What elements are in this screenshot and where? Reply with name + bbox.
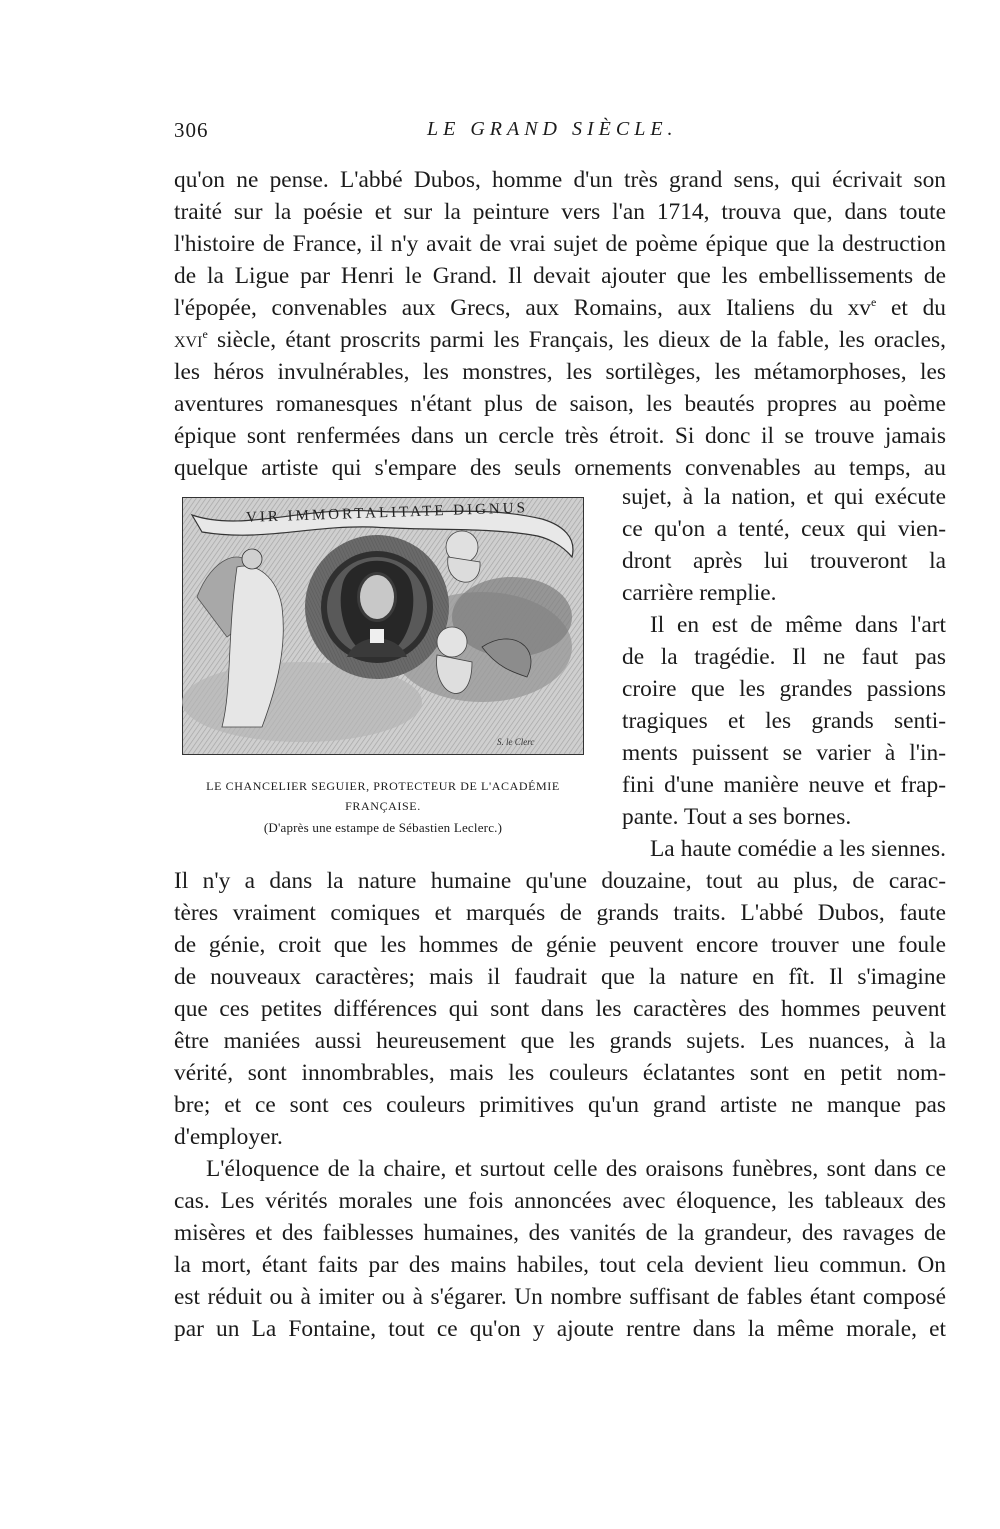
body-line-narrow: carrière remplie. bbox=[622, 580, 777, 606]
body-line: de nouveaux caractères; mais il faudrait que la nature en fît. Il s'imagine bbox=[174, 964, 946, 990]
body-line: la mort, étant faits par des mains habiles, tout cela devient lieu commun. On bbox=[174, 1252, 946, 1278]
body-line: L'éloquence de la chaire, et surtout celle des oraisons funèbres, sont dans ce bbox=[206, 1156, 946, 1182]
body-line-narrow: ments puissent se varier à l'in- bbox=[622, 740, 946, 766]
body-line: les héros invulnérables, les monstres, les sortilèges, les métamorphoses, les bbox=[174, 359, 946, 385]
body-line-text: siècle, étant proscrits parmi les Français, les dieux de la fable, les oracles, bbox=[217, 327, 946, 353]
engraving-figure bbox=[182, 497, 584, 755]
body-line-narrow: tragiques et les grands senti- bbox=[622, 708, 946, 734]
body-line: quelque artiste qui s'empare des seuls ornements convenables au temps, au bbox=[174, 455, 946, 481]
figure-caption-title: LE CHANCELIER SEGUIER, PROTECTEUR DE L'ACADÉMIE bbox=[206, 779, 560, 793]
svg-text:S. le Clerc: S. le Clerc bbox=[497, 737, 535, 747]
body-line: de la Ligue par Henri le Grand. Il devait ajouter que les embellissements de bbox=[174, 263, 946, 289]
portrait-engraving-image bbox=[182, 497, 584, 755]
body-line-narrow: La haute comédie a les siennes. bbox=[650, 836, 946, 862]
body-line: qu'on ne pense. L'abbé Dubos, homme d'un très grand sens, qui écrivait son bbox=[174, 167, 946, 193]
body-line: bre; et ce sont ces couleurs primitives qu'un grand artiste ne manque pas bbox=[174, 1092, 946, 1118]
body-line: d'employer. bbox=[174, 1124, 283, 1150]
body-line-narrow: ce qu'on a tenté, ceux qui vien- bbox=[622, 516, 946, 542]
body-line: vérité, sont innombrables, mais les couleurs éclatantes sont en petit nom- bbox=[174, 1060, 946, 1086]
body-line-text: xvi bbox=[174, 327, 203, 353]
body-line-text: l'épopée, convenables aux Grecs, aux Romains, aux Italiens du xv bbox=[174, 295, 871, 321]
body-line-with-sup bbox=[174, 324, 946, 356]
body-line-with-sup bbox=[174, 292, 946, 324]
figure-caption-source: (D'après une estampe de Sébastien Leclerc.) bbox=[263, 820, 503, 835]
body-line: que ces petites différences qui sont dans les caractères des hommes peuvent bbox=[174, 996, 946, 1022]
body-line-narrow: Il en est de même dans l'art bbox=[650, 612, 946, 638]
body-line: tères vraiment comiques et marqués de grands traits. L'abbé Dubos, faute bbox=[174, 900, 946, 926]
superscript: e bbox=[202, 327, 208, 341]
scroll-inscription: VIR IMMORTALITATE DIGNUS bbox=[245, 500, 529, 526]
body-line: être maniées aussi heureusement que les grands sujets. Les nuances, à la bbox=[174, 1028, 946, 1054]
superscript: e bbox=[871, 295, 877, 309]
body-line: de génie, croit que les hommes de génie peuvent encore trouver une foule bbox=[174, 932, 946, 958]
body-line-narrow: sujet, à la nation, et qui exécute bbox=[622, 484, 946, 510]
body-line: Il n'y a dans la nature humaine qu'une douzaine, tout au plus, de carac- bbox=[174, 868, 946, 894]
body-line-narrow: pante. Tout a ses bornes. bbox=[622, 804, 852, 830]
body-line: l'histoire de France, il n'y avait de vrai sujet de poème épique que la destruction bbox=[174, 231, 946, 257]
body-line-narrow: croire que les grandes passions bbox=[622, 676, 946, 702]
body-line-narrow: de la tragédie. Il ne faut pas bbox=[622, 644, 946, 670]
body-line: aventures romanesques n'étant plus de saison, les beautés propres au poème bbox=[174, 391, 946, 417]
body-line-text: et du bbox=[891, 295, 946, 321]
body-line: par un La Fontaine, tout ce qu'on y ajoute rentre dans la même morale, et bbox=[174, 1316, 946, 1342]
body-line-narrow: fini d'une manière neuve et frap- bbox=[622, 772, 946, 798]
body-line: épique sont renfermées dans un cercle très étroit. Si donc il se trouve jamais bbox=[174, 423, 946, 449]
page-number: 306 bbox=[174, 118, 209, 142]
figure-caption-title-cont: FRANÇAISE. bbox=[345, 799, 421, 813]
body-line: misères et des faiblesses humaines, des vanités de la grandeur, des ravages de bbox=[174, 1220, 946, 1246]
page-header bbox=[174, 118, 954, 150]
body-line: traité sur la poésie et sur la peinture vers l'an 1714, trouva que, dans toute bbox=[174, 199, 946, 225]
running-title: LE GRAND SIÈCLE. bbox=[427, 118, 678, 140]
body-line: est réduit ou à imiter ou à s'égarer. Un nombre suffisant de fables étant composé bbox=[174, 1284, 946, 1310]
body-line: cas. Les vérités morales une fois annoncées avec éloquence, les tableaux des bbox=[174, 1188, 946, 1214]
body-line-narrow: dront après lui trouveront la bbox=[622, 548, 946, 574]
